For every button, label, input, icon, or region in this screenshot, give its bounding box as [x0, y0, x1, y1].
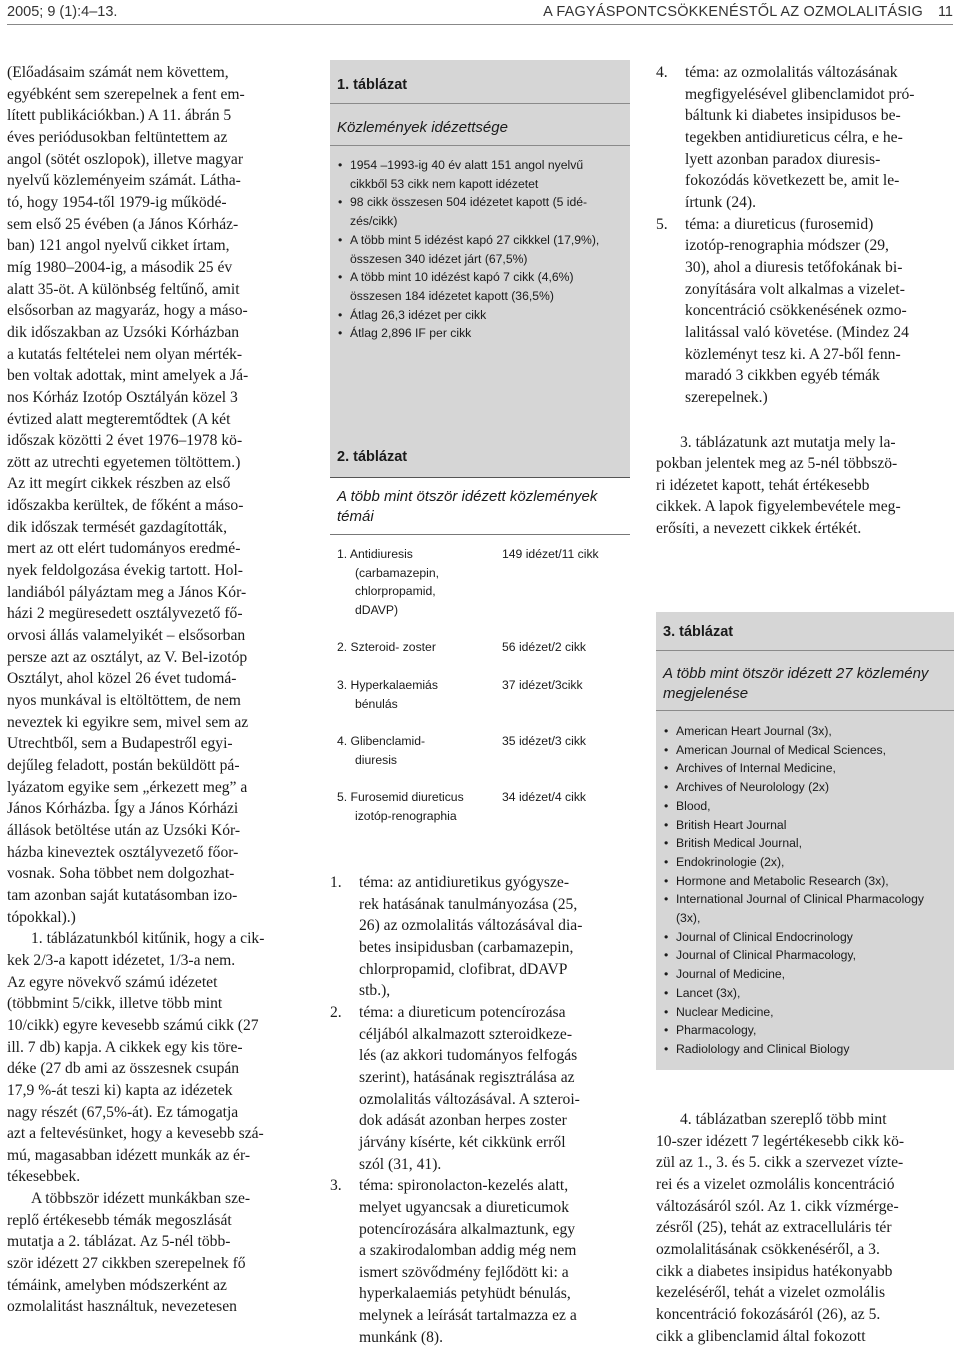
table-1-title: 1. táblázat: [337, 77, 408, 93]
table-3-item: [663, 1040, 946, 1059]
topic-number: 4.: [656, 64, 668, 81]
text-line: járvány kísérte, két cikkünk erről: [359, 1133, 566, 1151]
journal-name: British Medical Journal,: [676, 836, 802, 851]
running-header: [7, 0, 953, 25]
paragraph-table3: [656, 432, 954, 540]
topic-list: [656, 62, 954, 409]
text-line: 10-szer idézett 7 legértékesebb cikk kö-: [656, 1132, 905, 1150]
table-2: [330, 440, 630, 840]
text-line: dok adását azonban herpes zoster: [359, 1112, 567, 1130]
text-line: ban) 121 angol nyelvű cikket írtam,: [7, 237, 230, 255]
text-line: fokozódás következett be, amit le-: [685, 172, 900, 190]
bullet-icon: •: [664, 948, 669, 963]
table-2-subtitle-line-2: témái: [337, 508, 374, 525]
text-line: melynek a leírását tartalmazza ez a: [359, 1307, 577, 1325]
table-1-item-line: 98 cikk összesen 504 idézetet kapott (5 idé-: [350, 195, 588, 210]
table-2-topic: [337, 732, 492, 769]
text-line: 26) az ozmolalitás változásával dia-: [359, 917, 583, 935]
text-line: replő értékesebb témák megoszlását: [7, 1211, 232, 1229]
text-line: témáink, amelyben módszerként az: [7, 1276, 227, 1294]
table-1-rule: [330, 103, 630, 104]
table-3-item: [663, 759, 946, 778]
bullet-icon: •: [664, 780, 669, 795]
table-1: [330, 60, 630, 440]
bullet-icon: •: [664, 798, 669, 813]
text-line: Osztályt, ahol közel 26 évet tudomá-: [7, 670, 237, 688]
journal-name: American Journal of Medical Sciences,: [676, 742, 886, 757]
journal-name: Journal of Clinical Pharmacology,: [676, 948, 856, 963]
table-1-item-line: összesen 184 idézetet kapott (36,5%): [350, 288, 554, 303]
running-title: A FAGYÁSPONTCSÖKKENÉSTŐL AZ OZMOLALITÁSIG: [543, 4, 923, 20]
text-line: Az egyre növekvő számú idézetet: [7, 973, 218, 991]
table-2-title-bar: [330, 440, 630, 477]
text-line: azt a feltevésünket, hogy a kevesebb szá-: [7, 1125, 264, 1143]
column-right-text: [656, 62, 954, 540]
text-line: rek hatásának tanulmányozása (25,: [359, 895, 578, 913]
text-line: alatt 35-öt. A különbség feltűnő, amit: [7, 280, 240, 298]
text-line: erősíti, a nevezett cikkek értékét.: [656, 520, 862, 538]
table-3-item: [663, 946, 946, 965]
text-line: ozmolalitás változásával. A szteroi-: [359, 1090, 580, 1108]
table-3-item: [663, 1003, 946, 1022]
journal-citation: 2005; 9 (1):4–13.: [7, 4, 118, 20]
text-line: ször idézett 27 cikkben szerepelnek fő: [7, 1255, 246, 1273]
text-line: szól (31, 41).: [359, 1155, 442, 1173]
bullet-icon: •: [664, 967, 669, 982]
topic-number: 5.: [656, 215, 668, 233]
text-line: közleményt tesz ki. A 27-ből fenn-: [685, 345, 901, 363]
table-1-item-line: cikkből 53 cikk nem kapott idézetet: [350, 176, 539, 191]
text-line: hyperkalaemiás petyhüdt bénulás,: [359, 1285, 571, 1303]
table-1-item-line: 1954 –1993-ig 40 év alatt 151 angol nyelvű: [350, 158, 584, 172]
table-3-rule: [656, 710, 954, 711]
column-right-lower-text: [656, 1109, 954, 1347]
text-line: János Kórházba. Így a János Kórházi: [7, 800, 239, 818]
paragraph-table4: [656, 1109, 954, 1347]
journal-name: Radiolology and Clinical Biology: [676, 1041, 850, 1056]
text-line: ozmolalitásának csökkenéséről, a 3.: [656, 1240, 880, 1258]
table-3-item: [663, 909, 946, 928]
text-line: téma: az antidiuretikus gyógysze-: [359, 874, 570, 891]
table-3-item: [663, 797, 946, 816]
text-line: ill. 7 db) kapja. A cikkek egy kis töre-: [7, 1038, 243, 1056]
table-1-item: [337, 193, 620, 230]
journal-name: American Heart Journal (3x),: [676, 724, 832, 738]
text-line: rei és a vizelet ozmolális koncentráció: [656, 1175, 895, 1193]
table-3-item: [663, 965, 946, 984]
text-line: zonyítására volt alkalmas a vizelet-: [685, 280, 905, 298]
text-line: lyett azonban paradox diuresis-: [685, 150, 881, 168]
table-1-item-line: zés/cikk): [350, 214, 398, 229]
table-2-topic: [337, 676, 492, 713]
text-line: időszakba kerültek, de főként a máso-: [7, 497, 244, 515]
text-line: lés (az akkori tudományos felfogás: [359, 1047, 578, 1065]
topic-number: 3.: [330, 1177, 342, 1195]
topic-item: [330, 1002, 630, 1175]
topic-number: 1.: [330, 874, 342, 891]
journal-name: Lancet (3x),: [676, 985, 741, 1000]
text-line: sem első 25 évében (a János Kórház-: [7, 215, 239, 233]
table-2-subtitle-line-1: A több mint ötször idézett közlemények: [337, 488, 598, 505]
bullet-icon: •: [338, 326, 343, 341]
table-1-item-line: Átlag 26,3 idézet per cikk: [350, 307, 487, 322]
text-line: lalitással való követése. (Mindez 24: [685, 323, 909, 341]
table-2-citations: 149 idézet/11 cikk: [502, 547, 599, 561]
text-line: nyek feldolgozása évekig tartott. Hol-: [7, 562, 243, 580]
table-3: [656, 612, 954, 1070]
bullet-icon: •: [664, 1004, 669, 1019]
text-line: 3. táblázatunk azt mutatja mely la-: [680, 433, 896, 451]
text-line: maradó 3 cikkben egyéb témák: [685, 367, 880, 385]
text-line: (Előadásaim számát nem követtem,: [7, 64, 229, 81]
journal-name: Archives of Neurolology (2x): [676, 780, 830, 795]
text-line: A többször idézett munkákban sze-: [31, 1190, 251, 1208]
text-line: betes insipidusban (carbamazepin,: [359, 938, 574, 956]
text-line: zött az utrechti egyetemen töltöttem.): [7, 453, 241, 471]
text-line: (többmint 5/cikk, illetve több mint: [7, 995, 223, 1013]
text-line: tópokkal).): [7, 908, 76, 926]
table-2-topic: [337, 545, 492, 620]
topic-list: [330, 872, 630, 1348]
table-3-list: [663, 722, 946, 1059]
table-2-topic-line: 3. Hyperkalaemiás: [337, 678, 438, 692]
text-line: időszak közötti 2 évet 1976–1978 kö-: [7, 432, 243, 450]
table-2-topic-line: izotóp-renographia: [355, 808, 457, 823]
table-3-subtitle-line-2: megjelenése: [663, 685, 749, 702]
table-3-item: [663, 722, 946, 741]
bullet-icon: •: [664, 1041, 669, 1056]
text-line: elsősorban az magyaráz, hogy a máso-: [7, 302, 248, 320]
text-line: melyet ugyancsak a diureticumok: [359, 1198, 570, 1216]
table-2-topic-line: chlorpropamid,: [355, 584, 436, 599]
table-3-item: [663, 778, 946, 797]
bullet-icon: •: [664, 873, 669, 888]
text-line: lyázatom egyike sem „érkezett meg” a: [7, 778, 248, 796]
table-2-topic: [337, 638, 492, 657]
bullet-icon: •: [338, 270, 343, 285]
text-line: míg 1980–2004-ig, a második 25 év: [7, 258, 233, 276]
bullet-icon: •: [664, 854, 669, 869]
bullet-icon: •: [664, 742, 669, 757]
table-2-topic-line: 2. Szteroid- zoster: [337, 640, 436, 654]
text-line: évtized alatt megteremtődtek (A két: [7, 410, 231, 428]
table-3-item: [663, 741, 946, 760]
table-2-topic: [337, 788, 492, 825]
table-1-rule: [330, 145, 630, 146]
text-line: mert az ott elért tudományos eredmé-: [7, 540, 241, 558]
bullet-icon: •: [664, 761, 669, 776]
table-1-item: [337, 306, 620, 325]
text-line: éves periódusokban feltüntettem az: [7, 128, 228, 146]
text-line: vosnak. Soha többet nem dolgozhat-: [7, 865, 235, 883]
text-line: chlorpropamid, clofibrat, dDAVP: [359, 960, 568, 978]
table-3-subtitle-line-1: A több mint ötször idézett 27 közlemény: [663, 665, 929, 682]
table-3-item: [663, 816, 946, 835]
text-line: pokban jelentek meg az 5-nél többszö-: [656, 455, 898, 473]
column-middle-text: [330, 872, 630, 1348]
text-line: dik időszakban az Uzsóki Kórházban: [7, 323, 240, 341]
text-line: mutatja a 2. táblázat. Az 5-nél több-: [7, 1233, 231, 1251]
topic-item: [656, 62, 954, 214]
table-1-item: [337, 268, 620, 305]
bullet-icon: •: [664, 1023, 669, 1038]
table-2-citations: 37 idézet/3cikk: [502, 678, 583, 692]
table-2-topic-line: dDAVP): [355, 603, 399, 618]
table-1-item-line: A több mint 5 idézést kapó 27 cikkkel (17,9%),: [350, 232, 600, 247]
table-3-title: 3. táblázat: [663, 624, 734, 640]
page-number: 11: [937, 4, 953, 20]
table-2-topic-line: (carbamazepin,: [355, 565, 439, 580]
text-line: dik időszak termését gazdagították,: [7, 518, 227, 536]
table-1-item: [337, 231, 620, 268]
table-1-item: [337, 324, 620, 343]
text-line: változásáról szól. Az 1. cikk vízmérge-: [656, 1197, 899, 1215]
table-3-item: [663, 1021, 946, 1040]
journal-name: British Heart Journal: [676, 817, 787, 832]
text-line: céljából alkalmazott szteroidkeze-: [359, 1025, 573, 1043]
journal-name: Archives of Internal Medicine,: [676, 761, 836, 776]
text-line: ri idézetet kapott, tehát értékesebb: [656, 476, 870, 494]
bullet-icon: •: [664, 817, 669, 832]
table-2-citations: 56 idézet/2 cikk: [502, 640, 587, 654]
table-1-item-line: A több mint 10 idézést kapó 7 cikk (4,6%): [350, 270, 574, 285]
table-3-item: [663, 834, 946, 853]
journal-name: Blood,: [676, 798, 711, 813]
text-line: báltunk ki diabetes insipidusos be-: [685, 107, 901, 125]
table-2-citations: 34 idézet/4 cikk: [502, 790, 587, 804]
journal-name: Nuclear Medicine,: [676, 1004, 774, 1019]
text-line: egyébként sem szerepelnek a fent em-: [7, 85, 245, 103]
text-line: angol (sötét oszlopok), illetve magyar: [7, 150, 244, 168]
bullet-icon: •: [338, 195, 343, 210]
text-line: írtunk (24).: [685, 193, 757, 211]
text-line: nagy részét (67,5%-át). Ez támogatja: [7, 1103, 239, 1121]
text-line: lített publikációkban.) A 11. ábrán 5: [7, 107, 232, 125]
text-line: déke (27 db ami az összesnek csupán: [7, 1060, 240, 1078]
text-line: tegekben antidiureticus célra, e he-: [685, 128, 903, 146]
table-2-rule: [330, 534, 630, 535]
journal-name: Hormone and Metabolic Research (3x),: [676, 873, 889, 888]
text-line: téma: spironolacton-kezelés alatt,: [359, 1177, 569, 1195]
text-line: állások betöltése után az Uzsóki Kór-: [7, 821, 241, 839]
text-line: 4. táblázatban szereplő több mint: [680, 1111, 887, 1128]
table-3-item: [663, 853, 946, 872]
text-line: 10/cikk) egyre kevesebb számú cikk (27: [7, 1016, 259, 1034]
bullet-icon: •: [664, 929, 669, 944]
text-line: házi 2 megüresedett osztályvezető fő-: [7, 605, 243, 623]
topic-item: [330, 1175, 630, 1348]
text-line: orvosi állás valamelyikét – elsősorban: [7, 627, 246, 645]
table-1-item-line: Átlag 2,896 IF per cikk: [350, 326, 472, 341]
journal-name: Journal of Medicine,: [676, 967, 786, 982]
text-line: ben voltak adottak, mint amelyek a Já-: [7, 367, 249, 385]
topic-item: [330, 872, 630, 1002]
bullet-icon: •: [664, 836, 669, 851]
text-line: 17,9 %-át teszi ki) kapta az idézetek: [7, 1081, 233, 1099]
bullet-icon: •: [664, 892, 669, 907]
topic-item: [656, 214, 954, 409]
journal-name: International Journal of Clinical Pharmacology: [676, 892, 924, 907]
table-2-topic-line: 5. Furosemid diureticus: [337, 790, 464, 804]
text-line: tékesebbek.: [7, 1168, 81, 1186]
table-2-title: 2. táblázat: [337, 449, 408, 465]
text-line: landiából pályáztam meg a János Kór-: [7, 583, 247, 601]
text-line: 30), ahol a diuresis tetőfokának bi-: [685, 258, 903, 276]
text-line: koncentráció csökkenésének ozmo-: [685, 302, 907, 320]
text-line: ozmolalitást használtuk, nevezetesen: [7, 1298, 237, 1316]
text-line: zésről (25), tehát az extracelluláris tér: [656, 1219, 892, 1237]
table-2-topic-line: diuresis: [355, 752, 397, 767]
table-2-rule: [330, 477, 630, 478]
text-line: dejűleg feladott, postán beküldött pá-: [7, 757, 240, 774]
text-line: tó, hogy 1954-től 1979-ig működé-: [7, 193, 227, 211]
table-3-item: [663, 890, 946, 909]
text-line: izotóp-renographia módszer (29,: [685, 237, 889, 255]
text-line: tam azonban saját kutatásomban izo-: [7, 886, 238, 904]
text-line: házba kineveztek osztályvezető főor-: [7, 843, 239, 861]
text-line: stb.),: [359, 982, 391, 1000]
text-line: cikk a glibenclamid által fokozott: [656, 1327, 866, 1345]
bullet-icon: •: [664, 724, 669, 738]
text-line: kek 2/3-a kapott idézetet, 1/3-a nem.: [7, 951, 236, 969]
text-line: koncentráció fokozásáról (26), az 5.: [656, 1305, 881, 1323]
bullet-icon: •: [338, 307, 343, 322]
text-line: téma: a diureticum potencírozása: [359, 1003, 566, 1021]
column-left-text: [7, 62, 303, 1318]
text-line: szerepelnek.): [685, 388, 768, 406]
text-line: zül az 1., 3. és 5. cikk a szervezet vízte-: [656, 1154, 904, 1172]
text-line: persze azt az osztályt, az V. Bel-izotóp: [7, 648, 248, 666]
text-line: szerint), hatásának regisztrálása az: [359, 1068, 575, 1086]
table-2-citations: 35 idézet/3 cikk: [502, 734, 587, 748]
table-3-item: [663, 872, 946, 891]
text-line: neveztek ki egyikre sem, mivel sem az: [7, 713, 249, 731]
text-line: téma: a diureticus (furosemid): [685, 215, 874, 233]
text-line: cikk a diabetes insipidus hatékonyabb: [656, 1262, 893, 1280]
text-line: nyelvű közleményeim számát. Látha-: [7, 172, 241, 190]
text-line: munkánk (8).: [359, 1328, 444, 1346]
journal-name: (3x),: [676, 911, 701, 926]
text-line: cikkek. A lapok figyelembevétele meg-: [656, 498, 901, 516]
table-3-item: [663, 984, 946, 1003]
journal-name: Pharmacology,: [676, 1023, 757, 1038]
table-2-topic-line: 1. Antidiuresis: [337, 547, 413, 561]
topic-number: 2.: [330, 1003, 342, 1021]
text-line: potencírozására alkalmaztunk, egy: [359, 1220, 576, 1238]
table-2-topic-line: 4. Glibenclamid-: [337, 734, 426, 748]
table-3-item: [663, 928, 946, 947]
text-line: a kutatás feltételei nem olyan mérték-: [7, 345, 243, 363]
table-1-item-line: összesen 340 idézet járt (67,5%): [350, 251, 528, 266]
journal-name: Journal of Clinical Endocrinology: [676, 929, 853, 944]
text-line: nos Kórház Izotóp Osztályán közel 3: [7, 388, 238, 406]
text-line: téma: az ozmolalitás változásának: [685, 64, 898, 81]
bullet-icon: •: [664, 985, 669, 1000]
table-1-item: [337, 156, 620, 193]
table-3-rule: [656, 650, 954, 651]
bullet-icon: •: [338, 232, 343, 247]
text-line: Az itt megírt cikkek részben az első: [7, 475, 231, 493]
text-line: nyos munkával is eltöltöttem, de nem: [7, 692, 241, 710]
text-line: kezeléséről, tehát a vizelet ozmolális: [656, 1284, 886, 1302]
text-line: ismert szövődmény fejlődött ki: a: [359, 1263, 569, 1281]
text-line: megfigyelésével glibenclamidot pró-: [685, 85, 915, 103]
table-2-topic-line: bénulás: [355, 696, 398, 711]
text-line: a szakirodalomban addig még nem: [359, 1242, 577, 1260]
journal-name: Endokrinologie (2x),: [676, 854, 785, 869]
table-1-subtitle: Közlemények idézettsége: [337, 119, 508, 136]
text-line: Utrechtből, sem a Budapestről egyi-: [7, 735, 233, 753]
table-1-list: [337, 156, 620, 343]
bullet-icon: •: [338, 158, 343, 172]
text-line: 1. táblázatunkból kitűnik, hogy a cik-: [31, 930, 265, 948]
text-line: mú, magasabban idézett munkák az ér-: [7, 1146, 251, 1164]
